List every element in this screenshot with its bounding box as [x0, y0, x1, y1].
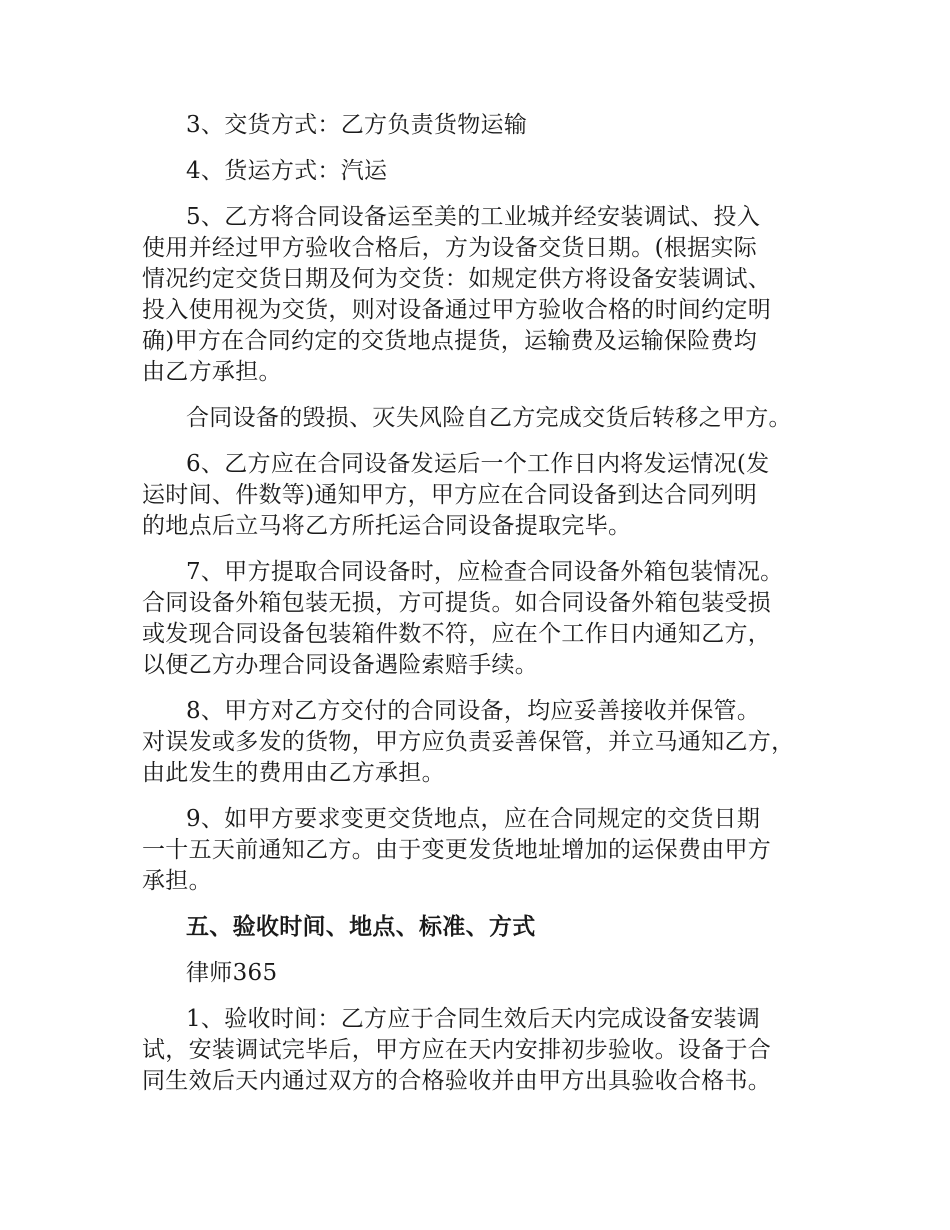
text-line: 一十五天前通知乙方。由于变更发货地址增加的运保费由甲方	[142, 837, 772, 863]
text-line: 试，安装调试完毕后，甲方应在天内安排初步验收。设备于合	[142, 1037, 772, 1063]
text-line: 以便乙方办理合同设备遇险索赔手续。	[142, 652, 539, 678]
paragraph-lawyer-note	[142, 958, 842, 989]
text-line: 使用并经过甲方验收合格后，方为设备交货日期。(根据实际	[142, 235, 758, 261]
text-line: 情况约定交货日期及何为交货：如规定供方将设备安装调试、	[142, 266, 772, 292]
document-page	[142, 110, 842, 1112]
text-line: 运时间、件数等)通知甲方，甲方应在合同设备到达合同列明	[142, 482, 758, 508]
text-line: 5、乙方将合同设备运至美的工业城并经安装调试、投入	[186, 204, 761, 230]
text-line: 6、乙方应在合同设备发运后一个工作日内将发运情况(发	[186, 451, 770, 477]
text-line: 合同设备的毁损、灭失风险自乙方完成交货后转移之甲方。	[186, 405, 792, 431]
text-line: 的地点后立马将乙方所托运合同设备提取完毕。	[142, 513, 632, 539]
text-line: 同生效后天内通过双方的合格验收并由甲方出具验收合格书。	[142, 1068, 772, 1094]
text-line: 律师365	[186, 960, 278, 986]
paragraph-package-inspection	[142, 557, 842, 681]
text-line: 1、验收时间：乙方应于合同生效后天内完成设备安装调	[186, 1006, 761, 1032]
paragraph-delivery-method	[142, 110, 842, 141]
paragraph-delivery-date	[142, 202, 842, 388]
paragraph-freight-method	[142, 156, 842, 187]
text-line: 4、货运方式：汽运	[186, 158, 388, 184]
paragraph-shipment-notice	[142, 449, 842, 542]
text-line: 承担。	[142, 868, 212, 894]
paragraph-risk-transfer	[142, 403, 842, 434]
text-line: 对误发或多发的货物，甲方应负责妥善保管，并立马通知乙方，	[142, 729, 795, 755]
text-line: 8、甲方对乙方交付的合同设备，均应妥善接收并保管。	[186, 698, 761, 724]
text-line: 确)甲方在合同约定的交货地点提货，运输费及运输保险费均	[142, 328, 758, 354]
text-line: 9、如甲方要求变更交货地点，应在合同规定的交货日期	[186, 806, 761, 832]
text-line: 合同设备外箱包装无损，方可提货。如合同设备外箱包装受损	[142, 590, 772, 616]
section-heading-acceptance	[142, 912, 842, 943]
paragraph-location-change	[142, 804, 842, 897]
text-line: 由乙方承担。	[142, 359, 282, 385]
text-line: 3、交货方式：乙方负责货物运输	[186, 112, 528, 138]
text-line: 7、甲方提取合同设备时，应检查合同设备外箱包装情况。	[186, 559, 784, 585]
paragraph-custody	[142, 696, 842, 789]
text-line: 或发现合同设备包装箱件数不符，应在个工作日内通知乙方，	[142, 621, 772, 647]
heading-text: 五、验收时间、地点、标准、方式	[186, 914, 536, 940]
paragraph-acceptance-time	[142, 1004, 842, 1097]
text-line: 由此发生的费用由乙方承担。	[142, 760, 445, 786]
text-line: 投入使用视为交货，则对设备通过甲方验收合格的时间约定明	[142, 297, 772, 323]
